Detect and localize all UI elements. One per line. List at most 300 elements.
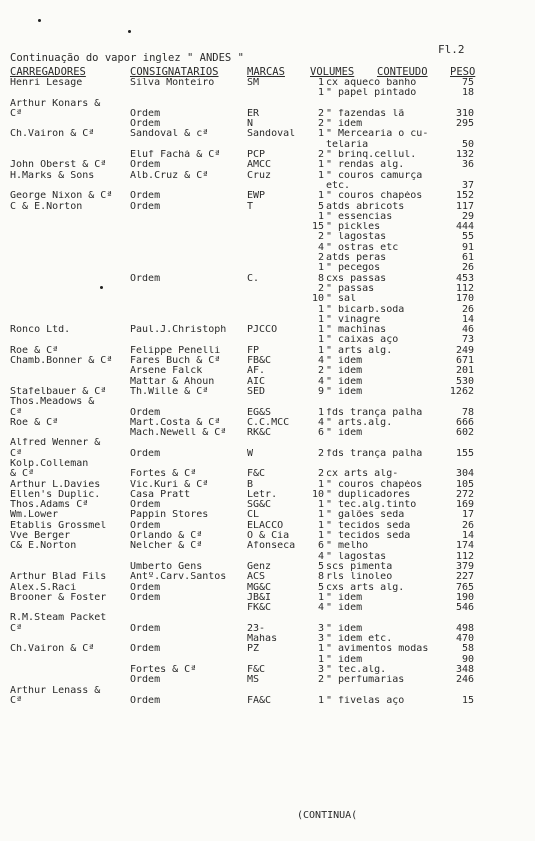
volumes-cell: 4 bbox=[317, 242, 324, 253]
volumes-cell: 1 bbox=[317, 170, 324, 181]
conteudo-cell: " perfumarias bbox=[326, 675, 405, 686]
consignatario-cell: Ordem bbox=[130, 500, 161, 511]
conteudo-cell: " idem bbox=[326, 119, 363, 130]
peso-cell: 249 bbox=[455, 345, 474, 356]
table-row bbox=[0, 562, 535, 572]
peso-cell: 17 bbox=[461, 510, 474, 521]
carregador-cell: Cª bbox=[10, 448, 23, 459]
peso-cell: 58 bbox=[461, 644, 474, 655]
marca-cell: 23- bbox=[247, 623, 266, 634]
peso-cell: 169 bbox=[455, 500, 474, 511]
table-row bbox=[0, 109, 535, 119]
ink-dot bbox=[38, 19, 41, 22]
consignatario-cell: Fortes & Cª bbox=[130, 664, 197, 675]
marca-cell: MS bbox=[247, 675, 260, 686]
volumes-cell: 1 bbox=[317, 520, 324, 531]
carregador-cell: Brooner & Foster bbox=[10, 592, 107, 603]
peso-cell: 90 bbox=[461, 654, 474, 665]
conteudo-cell: " idem bbox=[326, 366, 363, 377]
table-row bbox=[0, 366, 535, 376]
table-row bbox=[0, 181, 535, 191]
peso-cell: 155 bbox=[455, 448, 474, 459]
peso-cell: 498 bbox=[455, 623, 474, 634]
table-row bbox=[0, 480, 535, 490]
conteudo-cell: " tecidos seda bbox=[326, 531, 411, 542]
marca-cell: EWP bbox=[247, 191, 266, 202]
volumes-cell: 1 bbox=[317, 160, 324, 171]
table-row bbox=[0, 593, 535, 603]
table-row bbox=[0, 294, 535, 304]
table-row bbox=[0, 377, 535, 387]
peso-cell: 272 bbox=[455, 489, 474, 500]
carregador-cell: George Nixon & Cª bbox=[10, 191, 113, 202]
marca-cell: W bbox=[247, 448, 254, 459]
table-row bbox=[0, 150, 535, 160]
conteudo-cell: scs pimenta bbox=[326, 561, 393, 572]
conteudo-cell: rls linoleo bbox=[326, 572, 393, 583]
carregador-cell: Ch.Vairon & Cª bbox=[10, 129, 95, 140]
carregador-cell: Cª bbox=[10, 407, 23, 418]
table-row bbox=[0, 160, 535, 170]
volumes-cell: 3 bbox=[317, 634, 324, 645]
consignatario-cell: Vic.Kuri & Cª bbox=[130, 479, 209, 490]
document-title: Continuação do vapor inglez " ANDES " bbox=[10, 52, 244, 64]
peso-cell: 26 bbox=[461, 304, 474, 315]
table-row bbox=[0, 325, 535, 335]
table-row bbox=[0, 449, 535, 459]
consignatario-cell: Eluf Fachá & Cª bbox=[130, 150, 221, 161]
conteudo-cell: cx arts alg- bbox=[326, 469, 399, 480]
volumes-cell: 1 bbox=[317, 407, 324, 418]
conteudo-cell: " tecidos seda bbox=[326, 520, 411, 531]
volumes-cell: 4 bbox=[317, 551, 324, 562]
conteudo-cell: " rendas alg. bbox=[326, 160, 405, 171]
peso-cell: 50 bbox=[461, 139, 474, 150]
manifest-table bbox=[0, 78, 535, 706]
consignatario-cell: Pappin Stores bbox=[130, 510, 209, 521]
marca-cell: ACS bbox=[247, 572, 266, 583]
peso-cell: 227 bbox=[455, 572, 474, 583]
conteudo-cell: " fazendas lã bbox=[326, 108, 405, 119]
carregador-cell: Alex.S.Raci bbox=[10, 582, 77, 593]
consignatario-cell: Mart.Costa & Cª bbox=[130, 417, 221, 428]
consignatario-cell: Ordem bbox=[130, 191, 161, 202]
table-row bbox=[0, 387, 535, 397]
volumes-cell: 2 bbox=[317, 253, 324, 264]
table-row bbox=[0, 428, 535, 438]
table-row bbox=[0, 521, 535, 531]
conteudo-cell: " couros camurça bbox=[326, 170, 423, 181]
volumes-cell: 4 bbox=[317, 356, 324, 367]
table-row bbox=[0, 346, 535, 356]
conteudo-cell: " pecegos bbox=[326, 263, 381, 274]
volumes-cell: 1 bbox=[317, 191, 324, 202]
volumes-cell: 4 bbox=[317, 603, 324, 614]
volumes-cell: 2 bbox=[317, 283, 324, 294]
consignatario-cell: Felippe Penelli bbox=[130, 345, 221, 356]
table-row bbox=[0, 675, 535, 685]
marca-cell: SG&C bbox=[247, 500, 272, 511]
conteudo-cell: " papel pintado bbox=[326, 88, 417, 99]
table-row bbox=[0, 263, 535, 273]
marca-cell: FK&C bbox=[247, 603, 272, 614]
table-row bbox=[0, 572, 535, 582]
volumes-cell: 1 bbox=[317, 345, 324, 356]
peso-cell: 117 bbox=[455, 201, 474, 212]
peso-cell: 201 bbox=[455, 366, 474, 377]
table-row bbox=[0, 119, 535, 129]
consignatario-cell: Ordem bbox=[130, 160, 161, 171]
carregador-cell: & Cª bbox=[10, 469, 35, 480]
conteudo-cell: fds trança palha bbox=[326, 448, 423, 459]
conteudo-cell: " machinas bbox=[326, 325, 387, 336]
conteudo-cell: " melho bbox=[326, 541, 369, 552]
conteudo-cell: " Mercearia o cu- bbox=[326, 129, 429, 140]
marca-cell: SED bbox=[247, 386, 266, 397]
peso-cell: 15 bbox=[461, 695, 474, 706]
conteudo-cell: " avimentos modas bbox=[326, 644, 429, 655]
consignatario-cell: Fortes & Cª bbox=[130, 469, 197, 480]
consignatario-cell: Ordem bbox=[130, 119, 161, 130]
consignatario-cell: Ordem bbox=[130, 644, 161, 655]
volumes-cell: 1 bbox=[317, 695, 324, 706]
volumes-cell: 1 bbox=[317, 314, 324, 325]
conteudo-cell: atds abricots bbox=[326, 201, 405, 212]
carregador-cell: C& E.Norton bbox=[10, 541, 77, 552]
volumes-cell: 1 bbox=[317, 129, 324, 140]
header-peso: PESO bbox=[450, 66, 476, 78]
volumes-cell: 2 bbox=[317, 366, 324, 377]
marca-cell: RK&C bbox=[247, 428, 272, 439]
volumes-cell: 6 bbox=[317, 428, 324, 439]
volumes-cell: 4 bbox=[317, 376, 324, 387]
volumes-cell: 2 bbox=[317, 675, 324, 686]
volumes-cell: 2 bbox=[317, 448, 324, 459]
table-row bbox=[0, 552, 535, 562]
volumes-cell: 10 bbox=[311, 294, 324, 305]
peso-cell: 18 bbox=[461, 88, 474, 99]
table-row bbox=[0, 356, 535, 366]
marca-cell: AIC bbox=[247, 376, 266, 387]
marca-cell: PZ bbox=[247, 644, 260, 655]
carregador-cell: Thos.Meadows & bbox=[10, 397, 95, 408]
table-row bbox=[0, 222, 535, 232]
consignatario-cell: Nelcher & Cª bbox=[130, 541, 203, 552]
consignatario-cell: Ordem bbox=[130, 407, 161, 418]
conteudo-cell: " couros chapéos bbox=[326, 191, 423, 202]
conteudo-cell: " idem bbox=[326, 386, 363, 397]
conteudo-cell: atds peras bbox=[326, 253, 387, 264]
conteudo-cell: " idem bbox=[326, 623, 363, 634]
conteudo-cell: " couros chapéos bbox=[326, 479, 423, 490]
carregador-cell: Chamb.Bonner & Cª bbox=[10, 356, 113, 367]
volumes-cell: 1 bbox=[317, 479, 324, 490]
volumes-cell: 5 bbox=[317, 582, 324, 593]
volumes-cell: 4 bbox=[317, 417, 324, 428]
consignatario-cell: Ordem bbox=[130, 592, 161, 603]
carregador-cell: Arthur Konars & bbox=[10, 98, 101, 109]
carregador-cell: Cª bbox=[10, 108, 23, 119]
conteudo-cell: telaria bbox=[326, 139, 369, 150]
consignatario-cell: Fares Buch & Cª bbox=[130, 356, 221, 367]
table-row bbox=[0, 624, 535, 634]
marca-cell: CL bbox=[247, 510, 260, 521]
conteudo-cell: " caixas aço bbox=[326, 335, 399, 346]
consignatario-cell: Casa Pratt bbox=[130, 489, 191, 500]
table-row bbox=[0, 212, 535, 222]
conteudo-cell: " tec.alg. bbox=[326, 664, 387, 675]
conteudo-cell: " idem bbox=[326, 376, 363, 387]
volumes-cell: 1 bbox=[317, 211, 324, 222]
volumes-cell: 5 bbox=[317, 561, 324, 572]
conteudo-cell: " bicarb.soda bbox=[326, 304, 405, 315]
peso-cell: 37 bbox=[461, 180, 474, 191]
table-row bbox=[0, 418, 535, 428]
peso-cell: 348 bbox=[455, 664, 474, 675]
peso-cell: 73 bbox=[461, 335, 474, 346]
peso-cell: 295 bbox=[455, 119, 474, 130]
peso-cell: 666 bbox=[455, 417, 474, 428]
table-row bbox=[0, 490, 535, 500]
consignatario-cell: Th.Wille & Cª bbox=[130, 386, 209, 397]
consignatario-cell: Silva Monteiro bbox=[130, 78, 215, 88]
volumes-cell: 1 bbox=[317, 510, 324, 521]
volumes-cell: 10 bbox=[311, 489, 324, 500]
conteudo-cell: fds trança palha bbox=[326, 407, 423, 418]
peso-cell: 379 bbox=[455, 561, 474, 572]
header-carregadores: CARREGADORES bbox=[10, 66, 86, 78]
conteudo-cell: " ostras etc bbox=[326, 242, 399, 253]
consignatario-cell: Ordem bbox=[130, 201, 161, 212]
conteudo-cell: " vinagre bbox=[326, 314, 381, 325]
consignatario-cell: Ordem bbox=[130, 695, 161, 706]
volumes-cell: 1 bbox=[317, 654, 324, 665]
conteudo-cell: " essencias bbox=[326, 211, 393, 222]
table-row bbox=[0, 335, 535, 345]
conteudo-cell: " idem bbox=[326, 592, 363, 603]
peso-cell: 112 bbox=[455, 551, 474, 562]
volumes-cell: 8 bbox=[317, 572, 324, 583]
conteudo-cell: " lagostas bbox=[326, 232, 387, 243]
marca-cell: Sandoval bbox=[247, 129, 296, 140]
carregador-cell: R.M.Steam Packet bbox=[10, 613, 107, 624]
conteudo-cell: " idem bbox=[326, 654, 363, 665]
carregador-cell: Henri Lesage bbox=[10, 78, 83, 88]
volumes-cell: 1 bbox=[317, 78, 324, 88]
peso-cell: 55 bbox=[461, 232, 474, 243]
marca-cell: F&C bbox=[247, 664, 266, 675]
peso-cell: 530 bbox=[455, 376, 474, 387]
conteudo-cell: " brinq.cellul. bbox=[326, 150, 417, 161]
conteudo-cell: " galões seda bbox=[326, 510, 405, 521]
marca-cell: T bbox=[247, 201, 254, 212]
table-row bbox=[0, 686, 535, 696]
peso-cell: 671 bbox=[455, 356, 474, 367]
peso-cell: 1262 bbox=[449, 386, 474, 397]
volumes-cell: 15 bbox=[311, 222, 324, 233]
carregador-cell: Ellen's Duplic. bbox=[10, 489, 101, 500]
marca-cell: F&C bbox=[247, 469, 266, 480]
carregador-cell: Cª bbox=[10, 623, 23, 634]
table-row bbox=[0, 88, 535, 98]
header-volumes: VOLUMES bbox=[310, 66, 355, 78]
carregador-cell: Ronco Ltd. bbox=[10, 325, 71, 336]
carregador-cell: Ch.Vairon & Cª bbox=[10, 644, 95, 655]
table-row bbox=[0, 243, 535, 253]
volumes-cell: 3 bbox=[317, 623, 324, 634]
volumes-cell: 1 bbox=[317, 531, 324, 542]
conteudo-cell: " fivelas aço bbox=[326, 695, 405, 706]
conteudo-cell: " idem etc. bbox=[326, 634, 393, 645]
carregador-cell: John Oberst & Cª bbox=[10, 160, 107, 171]
conteudo-cell: " pickles bbox=[326, 222, 381, 233]
table-row bbox=[0, 665, 535, 675]
peso-cell: 46 bbox=[461, 325, 474, 336]
table-row bbox=[0, 129, 535, 139]
consignatario-cell: Alb.Cruz & Cª bbox=[130, 170, 209, 181]
table-row bbox=[0, 531, 535, 541]
peso-cell: 152 bbox=[455, 191, 474, 202]
peso-cell: 78 bbox=[461, 407, 474, 418]
continua-note: (CONTINUA( bbox=[297, 810, 358, 821]
consignatario-cell: Ordem bbox=[130, 582, 161, 593]
volumes-cell: 2 bbox=[317, 232, 324, 243]
marca-cell: JB&I bbox=[247, 592, 272, 603]
consignatario-cell: Arsene Falck bbox=[130, 366, 203, 377]
conteudo-cell: cxs arts alg. bbox=[326, 582, 405, 593]
table-row bbox=[0, 500, 535, 510]
marca-cell: N bbox=[247, 119, 254, 130]
consignatario-cell: Antº.Carv.Santos bbox=[130, 572, 227, 583]
table-row bbox=[0, 315, 535, 325]
table-row bbox=[0, 696, 535, 706]
marca-cell: B bbox=[247, 479, 254, 490]
conteudo-cell: cx aqueco banho bbox=[326, 78, 417, 88]
peso-cell: 29 bbox=[461, 211, 474, 222]
marca-cell: FP bbox=[247, 345, 260, 356]
volumes-cell: 8 bbox=[317, 273, 324, 284]
carregador-cell: Alfred Wenner & bbox=[10, 438, 101, 449]
ink-dot bbox=[128, 30, 131, 33]
carregador-cell: Wm.Lower bbox=[10, 510, 59, 521]
peso-cell: 75 bbox=[461, 78, 474, 88]
volumes-cell: 9 bbox=[317, 386, 324, 397]
conteudo-cell: " idem bbox=[326, 356, 363, 367]
table-row bbox=[0, 408, 535, 418]
peso-cell: 765 bbox=[455, 582, 474, 593]
page-number: Fl.2 bbox=[438, 43, 465, 56]
carregador-cell: Roe & Cª bbox=[10, 417, 59, 428]
volumes-cell: 2 bbox=[317, 469, 324, 480]
table-row bbox=[0, 232, 535, 242]
consignatario-cell: Ordem bbox=[130, 520, 161, 531]
consignatario-cell: Mattar & Ahoun bbox=[130, 376, 215, 387]
marca-cell: EG&S bbox=[247, 407, 272, 418]
conteudo-cell: " passas bbox=[326, 283, 375, 294]
marca-cell: AMCC bbox=[247, 160, 272, 171]
table-row bbox=[0, 171, 535, 181]
peso-cell: 14 bbox=[461, 314, 474, 325]
volumes-cell: 5 bbox=[317, 201, 324, 212]
carregador-cell: Arthur Lenass & bbox=[10, 685, 101, 696]
volumes-cell: 1 bbox=[317, 644, 324, 655]
conteudo-cell: " idem bbox=[326, 603, 363, 614]
header-conteudo: CONTEUDO bbox=[377, 66, 428, 78]
conteudo-cell: etc. bbox=[326, 180, 351, 191]
peso-cell: 174 bbox=[455, 541, 474, 552]
consignatario-cell: Ordem bbox=[130, 108, 161, 119]
carregador-cell: Roe & Cª bbox=[10, 345, 59, 356]
table-row bbox=[0, 274, 535, 284]
table-row bbox=[0, 510, 535, 520]
table-row bbox=[0, 603, 535, 613]
peso-cell: 170 bbox=[455, 294, 474, 305]
table-row bbox=[0, 655, 535, 665]
marca-cell: AF. bbox=[247, 366, 266, 377]
table-row bbox=[0, 202, 535, 212]
volumes-cell: 6 bbox=[317, 541, 324, 552]
marca-cell: O & Cia bbox=[247, 531, 290, 542]
peso-cell: 304 bbox=[455, 469, 474, 480]
consignatario-cell: Ordem bbox=[130, 675, 161, 686]
peso-cell: 112 bbox=[455, 283, 474, 294]
peso-cell: 602 bbox=[455, 428, 474, 439]
carregador-cell: Kolp.Colleman bbox=[10, 458, 89, 469]
marca-cell: MG&C bbox=[247, 582, 272, 593]
peso-cell: 26 bbox=[461, 263, 474, 274]
marca-cell: ER bbox=[247, 108, 260, 119]
table-row bbox=[0, 191, 535, 201]
peso-cell: 453 bbox=[455, 273, 474, 284]
table-row bbox=[0, 99, 535, 109]
marca-cell: Cruz bbox=[247, 170, 272, 181]
peso-cell: 246 bbox=[455, 675, 474, 686]
peso-cell: 310 bbox=[455, 108, 474, 119]
marca-cell: C. bbox=[247, 273, 260, 284]
marca-cell: SM bbox=[247, 78, 260, 88]
carregador-cell: Vve Berger bbox=[10, 531, 71, 542]
marca-cell: Genz bbox=[247, 561, 272, 572]
conteudo-cell: cxs passas bbox=[326, 273, 387, 284]
consignatario-cell: Mach.Newell & Cª bbox=[130, 428, 227, 439]
table-row bbox=[0, 438, 535, 448]
marca-cell: FA&C bbox=[247, 695, 272, 706]
peso-cell: 444 bbox=[455, 222, 474, 233]
marca-cell: FB&C bbox=[247, 356, 272, 367]
consignatario-cell: Ordem bbox=[130, 448, 161, 459]
consignatario-cell: Ordem bbox=[130, 273, 161, 284]
volumes-cell: 1 bbox=[317, 500, 324, 511]
peso-cell: 36 bbox=[461, 160, 474, 171]
consignatario-cell: Sandoval & cª bbox=[130, 129, 209, 140]
peso-cell: 91 bbox=[461, 242, 474, 253]
consignatario-cell: Ordem bbox=[130, 623, 161, 634]
peso-cell: 132 bbox=[455, 150, 474, 161]
conteudo-cell: " duplicadores bbox=[326, 489, 411, 500]
table-row bbox=[0, 140, 535, 150]
volumes-cell: 3 bbox=[317, 664, 324, 675]
consignatario-cell: Umberto Gens bbox=[130, 561, 203, 572]
marca-cell: Letr. bbox=[247, 489, 278, 500]
volumes-cell: 2 bbox=[317, 150, 324, 161]
table-row bbox=[0, 305, 535, 315]
conteudo-cell: " lagostas bbox=[326, 551, 387, 562]
table-row bbox=[0, 541, 535, 551]
carregador-cell: Arthur L.Davies bbox=[10, 479, 101, 490]
marca-cell: C.C.MCC bbox=[247, 417, 290, 428]
table-row bbox=[0, 469, 535, 479]
carregador-cell: Stafelbauer & Cª bbox=[10, 386, 107, 397]
